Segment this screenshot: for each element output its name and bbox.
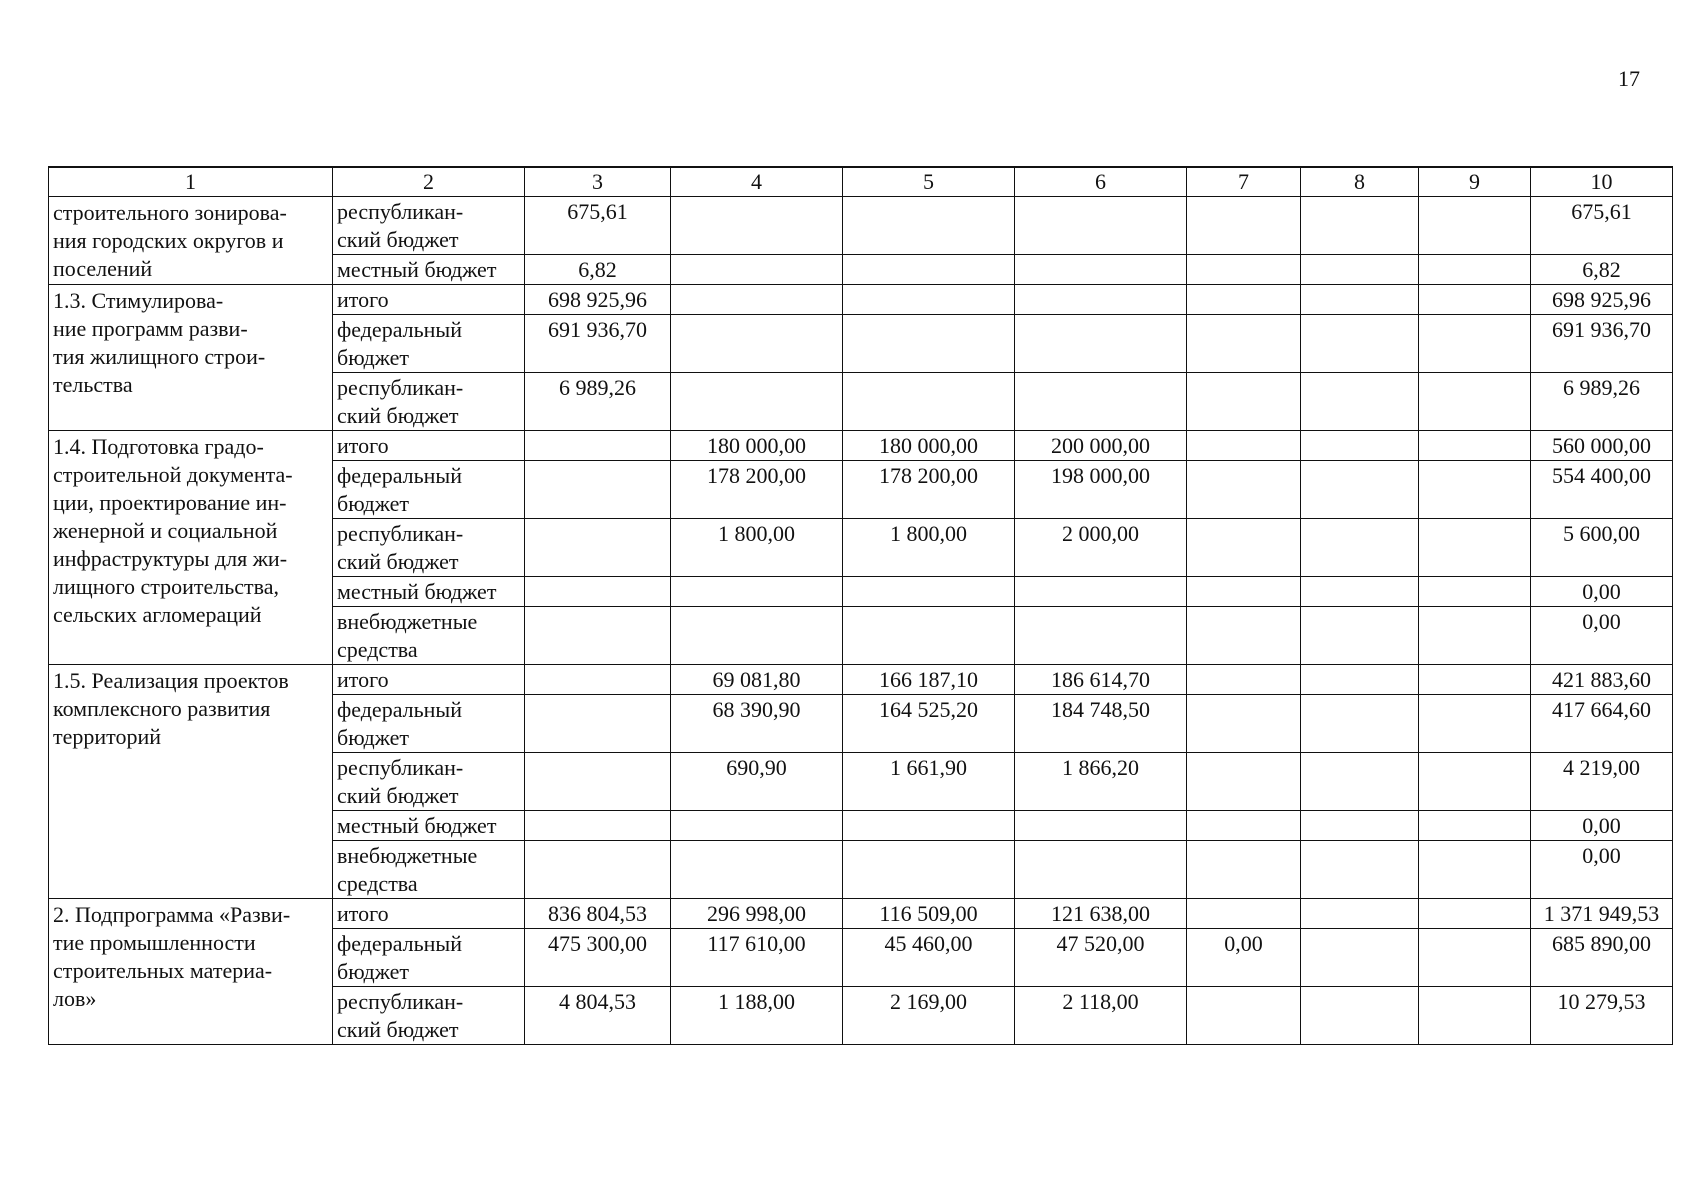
value-cell-c5: 1 800,00	[843, 519, 1015, 577]
funding-source-cell: итого	[333, 431, 525, 461]
value-cell-c7: 0,00	[1187, 929, 1301, 987]
value-cell-c9	[1419, 197, 1531, 255]
column-header: 7	[1187, 167, 1301, 197]
value-cell-c8	[1301, 431, 1419, 461]
value-cell-c4: 117 610,00	[671, 929, 843, 987]
value-cell-c3: 836 804,53	[525, 899, 671, 929]
value-cell-c6: 2 000,00	[1015, 519, 1187, 577]
value-cell-c6: 1 866,20	[1015, 753, 1187, 811]
value-cell-c9	[1419, 695, 1531, 753]
value-cell-c9	[1419, 461, 1531, 519]
funding-source-cell: итого	[333, 285, 525, 315]
value-cell-c6: 184 748,50	[1015, 695, 1187, 753]
value-cell-c7	[1187, 665, 1301, 695]
value-cell-c9	[1419, 373, 1531, 431]
value-cell-c6: 2 118,00	[1015, 987, 1187, 1045]
value-cell-c5	[843, 811, 1015, 841]
value-cell-c4: 178 200,00	[671, 461, 843, 519]
value-cell-c9	[1419, 665, 1531, 695]
value-cell-c3: 4 804,53	[525, 987, 671, 1045]
funding-source-cell: федеральный бюджет	[333, 315, 525, 373]
table-row	[49, 665, 1673, 695]
value-cell-c5: 45 460,00	[843, 929, 1015, 987]
value-cell-c6: 121 638,00	[1015, 899, 1187, 929]
value-cell-c5	[843, 315, 1015, 373]
total-value-cell: 1 371 949,53	[1531, 899, 1673, 929]
value-cell-c7	[1187, 315, 1301, 373]
column-number-row	[49, 167, 1673, 197]
total-value-cell: 0,00	[1531, 811, 1673, 841]
value-cell-c3	[525, 461, 671, 519]
value-cell-c8	[1301, 753, 1419, 811]
value-cell-c8	[1301, 373, 1419, 431]
value-cell-c9	[1419, 519, 1531, 577]
value-cell-c5	[843, 255, 1015, 285]
value-cell-c3: 675,61	[525, 197, 671, 255]
funding-source-cell: итого	[333, 899, 525, 929]
value-cell-c3: 691 936,70	[525, 315, 671, 373]
value-cell-c9	[1419, 841, 1531, 899]
value-cell-c8	[1301, 899, 1419, 929]
funding-source-cell: федеральный бюджет	[333, 695, 525, 753]
value-cell-c4	[671, 811, 843, 841]
value-cell-c4	[671, 315, 843, 373]
value-cell-c8	[1301, 315, 1419, 373]
total-value-cell: 6 989,26	[1531, 373, 1673, 431]
total-value-cell: 698 925,96	[1531, 285, 1673, 315]
value-cell-c4: 69 081,80	[671, 665, 843, 695]
table-row	[49, 285, 1673, 315]
value-cell-c6	[1015, 607, 1187, 665]
value-cell-c6: 198 000,00	[1015, 461, 1187, 519]
value-cell-c5: 164 525,20	[843, 695, 1015, 753]
value-cell-c9	[1419, 315, 1531, 373]
column-header: 9	[1419, 167, 1531, 197]
funding-source-cell: республикан- ский бюджет	[333, 753, 525, 811]
column-header: 1	[49, 167, 333, 197]
column-header: 10	[1531, 167, 1673, 197]
funding-source-cell: республикан- ский бюджет	[333, 373, 525, 431]
program-name-cell: 1.4. Подготовка градо- строительной документа- ции, проектирование ин- женерной и социальной инфраструктуры для жи- лищного строительства, сельских агломераций	[49, 431, 333, 665]
funding-source-cell: местный бюджет	[333, 255, 525, 285]
funding-source-cell: местный бюджет	[333, 577, 525, 607]
column-header: 8	[1301, 167, 1419, 197]
value-cell-c9	[1419, 929, 1531, 987]
value-cell-c3: 475 300,00	[525, 929, 671, 987]
value-cell-c3	[525, 577, 671, 607]
value-cell-c8	[1301, 695, 1419, 753]
value-cell-c9	[1419, 255, 1531, 285]
value-cell-c7	[1187, 197, 1301, 255]
funding-source-cell: внебюджетные средства	[333, 841, 525, 899]
total-value-cell: 417 664,60	[1531, 695, 1673, 753]
total-value-cell: 0,00	[1531, 577, 1673, 607]
value-cell-c3	[525, 431, 671, 461]
value-cell-c6	[1015, 373, 1187, 431]
value-cell-c3	[525, 665, 671, 695]
value-cell-c6	[1015, 315, 1187, 373]
value-cell-c9	[1419, 987, 1531, 1045]
value-cell-c8	[1301, 607, 1419, 665]
value-cell-c7	[1187, 431, 1301, 461]
value-cell-c9	[1419, 577, 1531, 607]
value-cell-c4: 1 800,00	[671, 519, 843, 577]
funding-source-cell: итого	[333, 665, 525, 695]
value-cell-c9	[1419, 285, 1531, 315]
value-cell-c7	[1187, 285, 1301, 315]
table-row	[49, 899, 1673, 929]
funding-source-cell: республикан- ский бюджет	[333, 987, 525, 1045]
value-cell-c7	[1187, 577, 1301, 607]
value-cell-c6: 200 000,00	[1015, 431, 1187, 461]
value-cell-c5	[843, 197, 1015, 255]
value-cell-c9	[1419, 753, 1531, 811]
value-cell-c5	[843, 841, 1015, 899]
value-cell-c4	[671, 373, 843, 431]
value-cell-c3	[525, 753, 671, 811]
value-cell-c9	[1419, 899, 1531, 929]
value-cell-c7	[1187, 461, 1301, 519]
value-cell-c7	[1187, 607, 1301, 665]
total-value-cell: 421 883,60	[1531, 665, 1673, 695]
value-cell-c7	[1187, 899, 1301, 929]
total-value-cell: 4 219,00	[1531, 753, 1673, 811]
value-cell-c7	[1187, 841, 1301, 899]
total-value-cell: 0,00	[1531, 841, 1673, 899]
value-cell-c5: 2 169,00	[843, 987, 1015, 1045]
total-value-cell: 554 400,00	[1531, 461, 1673, 519]
value-cell-c3: 6 989,26	[525, 373, 671, 431]
value-cell-c5	[843, 373, 1015, 431]
value-cell-c9	[1419, 431, 1531, 461]
table-row	[49, 431, 1673, 461]
value-cell-c3: 6,82	[525, 255, 671, 285]
value-cell-c8	[1301, 811, 1419, 841]
value-cell-c5: 1 661,90	[843, 753, 1015, 811]
value-cell-c6	[1015, 577, 1187, 607]
value-cell-c5	[843, 577, 1015, 607]
value-cell-c8	[1301, 285, 1419, 315]
value-cell-c8	[1301, 841, 1419, 899]
value-cell-c3	[525, 695, 671, 753]
funding-source-cell: местный бюджет	[333, 811, 525, 841]
page-number: 17	[1618, 66, 1640, 91]
program-name-cell: 1.3. Стимулирова- ние программ разви- тия жилищного строи- тельства	[49, 285, 333, 431]
value-cell-c4	[671, 841, 843, 899]
value-cell-c3	[525, 841, 671, 899]
total-value-cell: 691 936,70	[1531, 315, 1673, 373]
value-cell-c8	[1301, 577, 1419, 607]
value-cell-c7	[1187, 987, 1301, 1045]
value-cell-c4: 68 390,90	[671, 695, 843, 753]
funding-source-cell: внебюджетные средства	[333, 607, 525, 665]
column-header: 2	[333, 167, 525, 197]
value-cell-c4: 296 998,00	[671, 899, 843, 929]
funding-source-cell: республикан- ский бюджет	[333, 519, 525, 577]
value-cell-c4	[671, 197, 843, 255]
funding-source-cell: федеральный бюджет	[333, 461, 525, 519]
value-cell-c3	[525, 519, 671, 577]
value-cell-c6	[1015, 811, 1187, 841]
value-cell-c4: 690,90	[671, 753, 843, 811]
total-value-cell: 6,82	[1531, 255, 1673, 285]
value-cell-c6	[1015, 841, 1187, 899]
value-cell-c8	[1301, 197, 1419, 255]
value-cell-c8	[1301, 665, 1419, 695]
value-cell-c7	[1187, 255, 1301, 285]
program-name-cell: 2. Подпрограмма «Разви- тие промышленности строительных материа- лов»	[49, 899, 333, 1045]
total-value-cell: 675,61	[1531, 197, 1673, 255]
value-cell-c5: 166 187,10	[843, 665, 1015, 695]
value-cell-c5	[843, 285, 1015, 315]
value-cell-c7	[1187, 753, 1301, 811]
value-cell-c7	[1187, 519, 1301, 577]
value-cell-c5: 178 200,00	[843, 461, 1015, 519]
budget-table	[48, 166, 1673, 1045]
value-cell-c5	[843, 607, 1015, 665]
value-cell-c4: 180 000,00	[671, 431, 843, 461]
column-header: 3	[525, 167, 671, 197]
value-cell-c6	[1015, 285, 1187, 315]
value-cell-c3	[525, 811, 671, 841]
total-value-cell: 10 279,53	[1531, 987, 1673, 1045]
value-cell-c3	[525, 607, 671, 665]
value-cell-c5: 180 000,00	[843, 431, 1015, 461]
value-cell-c8	[1301, 987, 1419, 1045]
value-cell-c5: 116 509,00	[843, 899, 1015, 929]
value-cell-c4: 1 188,00	[671, 987, 843, 1045]
value-cell-c7	[1187, 811, 1301, 841]
value-cell-c7	[1187, 695, 1301, 753]
value-cell-c4	[671, 577, 843, 607]
value-cell-c8	[1301, 519, 1419, 577]
total-value-cell: 0,00	[1531, 607, 1673, 665]
value-cell-c9	[1419, 607, 1531, 665]
value-cell-c6: 47 520,00	[1015, 929, 1187, 987]
table-body	[49, 167, 1673, 1045]
value-cell-c4	[671, 255, 843, 285]
funding-source-cell: республикан- ский бюджет	[333, 197, 525, 255]
value-cell-c6: 186 614,70	[1015, 665, 1187, 695]
column-header: 4	[671, 167, 843, 197]
value-cell-c6	[1015, 255, 1187, 285]
value-cell-c4	[671, 285, 843, 315]
value-cell-c3: 698 925,96	[525, 285, 671, 315]
total-value-cell: 5 600,00	[1531, 519, 1673, 577]
value-cell-c8	[1301, 929, 1419, 987]
value-cell-c8	[1301, 255, 1419, 285]
program-name-cell: строительного зонирова- ния городских округов и поселений	[49, 197, 333, 285]
total-value-cell: 560 000,00	[1531, 431, 1673, 461]
value-cell-c9	[1419, 811, 1531, 841]
value-cell-c7	[1187, 373, 1301, 431]
value-cell-c8	[1301, 461, 1419, 519]
funding-source-cell: федеральный бюджет	[333, 929, 525, 987]
column-header: 5	[843, 167, 1015, 197]
value-cell-c4	[671, 607, 843, 665]
table-row	[49, 197, 1673, 255]
total-value-cell: 685 890,00	[1531, 929, 1673, 987]
program-name-cell: 1.5. Реализация проектов комплексного развития территорий	[49, 665, 333, 899]
column-header: 6	[1015, 167, 1187, 197]
value-cell-c6	[1015, 197, 1187, 255]
